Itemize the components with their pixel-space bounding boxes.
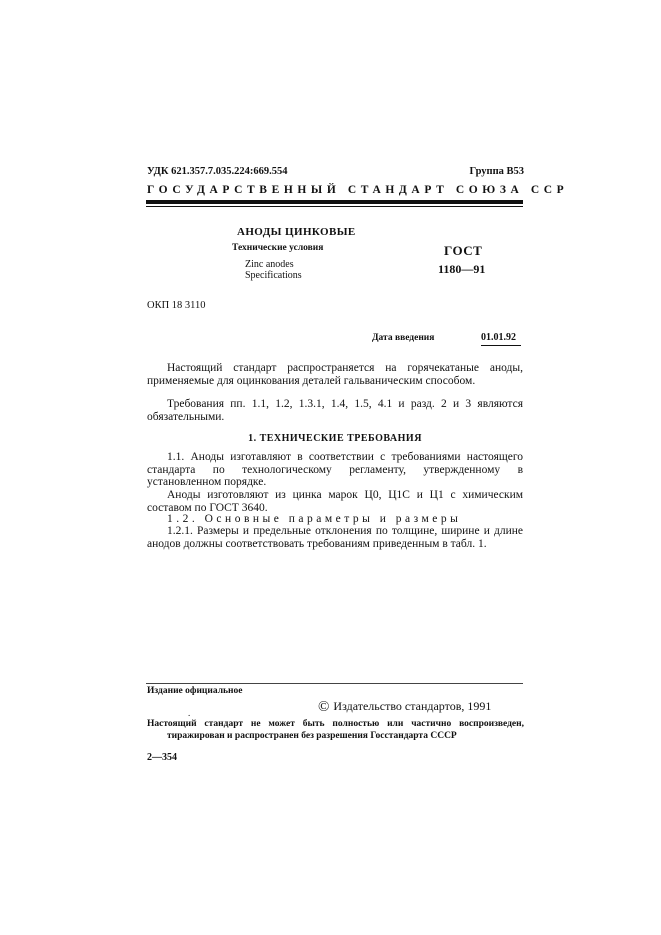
reproduction-notice (147, 718, 524, 742)
effective-date-value: 01.01.92 (481, 332, 516, 343)
english-title: Zinc anodes (245, 259, 294, 270)
effective-date-underline (481, 345, 521, 346)
gost-label: ГОСТ (444, 243, 483, 258)
effective-date-label: Дата введения (372, 333, 435, 343)
notice-line-1: Настоящий стандарт не может быть полностью или частично воспроизведен, (147, 719, 524, 729)
udk-code: УДК 621.357.7.035.224:669.554 (147, 166, 288, 177)
stray-dot: . (188, 708, 191, 718)
okp-code: ОКП 18 3110 (147, 300, 206, 311)
intro-paragraph: Настоящий стандарт распространяется на горячекатаные аноды, применяемые для оцинкования деталей гальваническим способом. (147, 362, 523, 387)
document-title: АНОДЫ ЦИНКОВЫЕ (237, 226, 356, 238)
section-title: 1. ТЕХНИЧЕСКИЕ ТРЕБОВАНИЯ (248, 433, 422, 444)
header-rule-thin (146, 206, 523, 207)
page-code: 2—354 (147, 752, 177, 763)
copyright-text: Издательство стандартов, 1991 (333, 699, 492, 713)
footer-rule (146, 683, 523, 684)
english-subtitle: Specifications (245, 270, 302, 281)
mandatory-paragraph: Требования пп. 1.1, 1.2, 1.3.1, 1.4, 1.5, 4.1 и разд. 2 и 3 являются обязательными. (147, 398, 523, 423)
copyright-icon: © (318, 699, 330, 715)
copyright-line (318, 699, 491, 716)
notice-line-2: тиражирован и распространен без разрешения Госстандарта СССР (167, 731, 457, 741)
group-code: Группа В53 (469, 166, 524, 177)
clause-1-2-1: 1.2.1. Размеры и предельные отклонения по толщине, ширине и длине анодов должны соответствовать требованиям приведенным в табл. 1. (147, 525, 523, 550)
state-standard-heading: ГОСУДАРСТВЕННЫЙ СТАНДАРТ СОЮЗА ССР (147, 184, 569, 196)
document-subtitle: Технические условия (232, 243, 324, 253)
clause-1-1-material: Аноды изготовляют из цинка марок Ц0, Ц1С и Ц1 с химическим составом по ГОСТ 3640. (147, 489, 523, 514)
official-edition-label: Издание официальное (147, 686, 243, 696)
clause-1-2-heading: 1.2. Основные параметры и размеры (167, 513, 462, 525)
clause-1-1: 1.1. Аноды изготавляют в соответствии с требованиями настоящего стандарта по технологическому регламенту, утвержденному в установленном порядке. (147, 451, 523, 488)
gost-number: 1180—91 (438, 262, 486, 276)
header-rule-thick (146, 200, 523, 204)
